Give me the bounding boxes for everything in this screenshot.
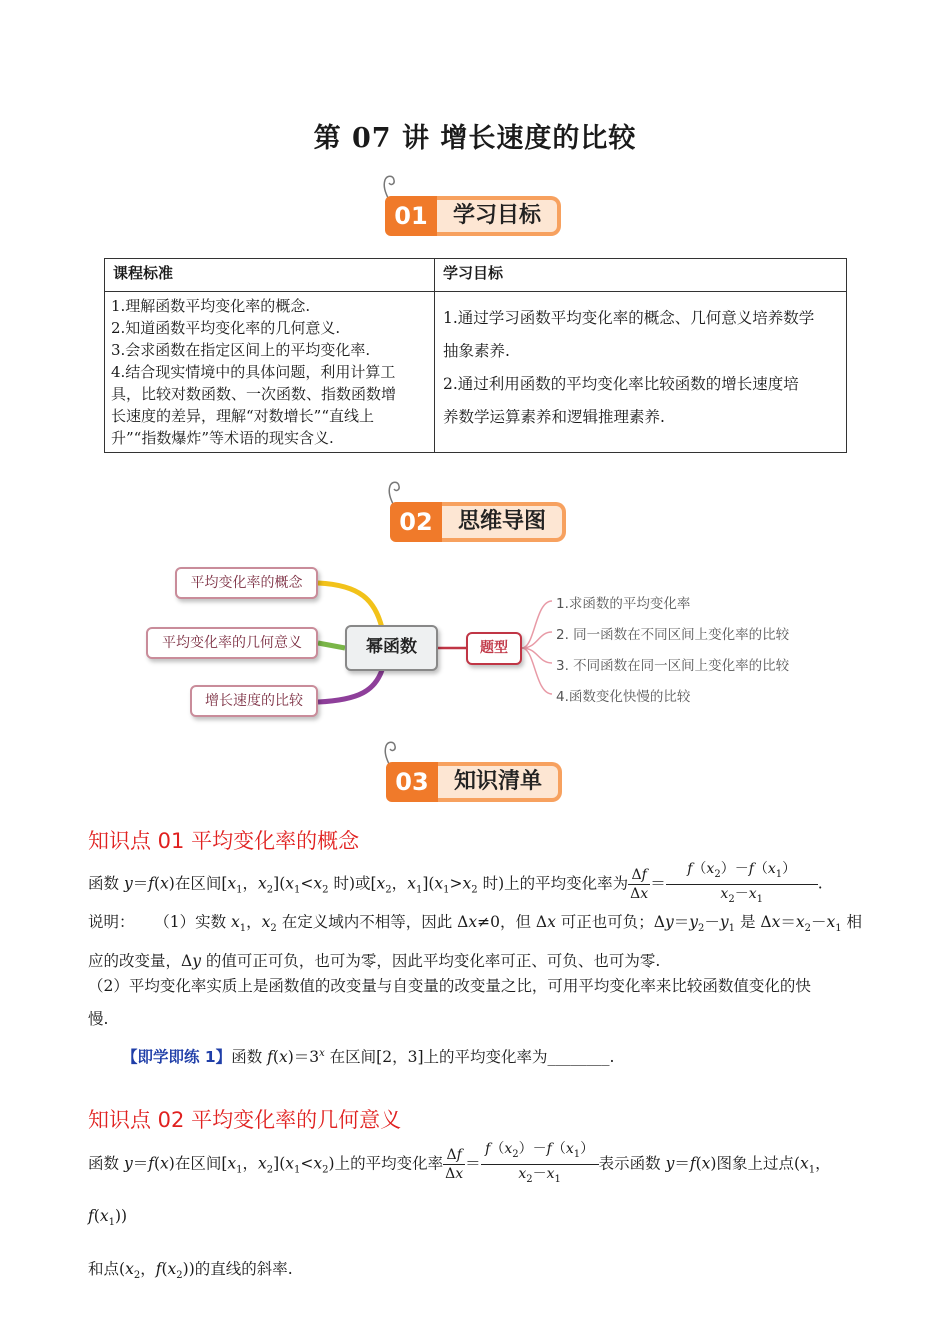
section-number: 02 [390,502,442,542]
standard-line: 具，比较对数函数、一次函数、指数函数增 [111,385,397,403]
branch-line-green [318,643,345,648]
standard-line: 1.理解函数平均变化率的概念. [111,297,311,315]
standard-line: 2.知道函数平均变化率的几何意义. [111,319,341,337]
kp1-note1: 说明： （1）实数 $x_1$，$x_2$ 在定义域内不相等，因此 Δx≠0，但 Δx 可正也可负；$\Delta y=y_2-y_1$ 是 $\Delta x=x_2-x_1$ 相应的改变量，Δy 的值可正可负，也可为零，因此平均变化率可正、可负、也可为零. [88,913,863,971]
section-number: 01 [385,196,437,236]
page-title: 第 07 讲 增长速度的比较 [313,123,637,154]
goal-line: 2.通过利用函数的平均变化率比较函数的增长速度培 [443,375,799,393]
mindmap-type-item: 2. 同一函数在不同区间上变化率的比较 [556,627,790,643]
section-number: 03 [386,762,438,802]
table-header-goals: 学习目标 [435,259,847,292]
delta-fraction: $\frac{\Delta f}{\Delta x}$ [630,866,649,902]
practice-1: 【即学即练 1】函数 $f(x)=3^x$ 在区间[2，3]上的平均变化率为________. [122,1048,615,1067]
goal-line: 抽象素养. [443,342,510,360]
mindmap-leaf-geometry: 平均变化率的几何意义 [146,627,318,659]
section-badge-knowledge-list [386,758,566,802]
mindmap-leaf-concept: 平均变化率的概念 [175,567,318,599]
kp2-definition: 函数 y＝f(x)在区间[$x_1$，$x_2](x_1<x_2)$上的平均变化率 $\frac{\Delta f}{\Delta x}$ ＝ $\frac{f(x_2)-f(x_1)}{x_2-x_1}$ 表示函数 y＝f(x)图象上过点($x_1$，$f(x_1)$) 和点($x_2$，$f(x_2)$)的直线的斜率. [88,1141,831,1282]
kp1-note2 [88,970,866,1036]
section-label: 知识清单 [438,762,562,802]
mindmap-type-item: 4.函数变化快慢的比较 [556,689,691,705]
note-label: 说明： [88,913,135,931]
kp1-heading: 知识点 01 平均变化率的概念 [88,829,360,853]
mindmap-type: 题型 [466,632,522,665]
goal-line: 养数学运算素养和逻辑推理素养. [443,408,665,426]
practice-tag: 【即学即练 1】 [122,1048,232,1067]
table-header-standard: 课程标准 [105,259,435,292]
kp1-definition: 函数 y＝f(x)在区间[$x_1$，$x_2](x_1<x_2$ 时)或[$x_2$，$x_1](x_1>x_2$ 时)上的平均变化率为 $\frac{\Delta f}{\Delta x}$ ＝ $\frac{f(x_2)-f(x_1)}{x_2-x_1}$ . [88,860,866,909]
kp2-heading: 知识点 02 平均变化率的几何意义 [88,1108,402,1132]
standard-line: 3.会求函数在指定区间上的平均变化率. [111,341,371,359]
delta-fraction: $\frac{\Delta f}{\Delta x}$ [445,1146,464,1182]
branch-line-yellow [318,583,382,628]
mindmap-leaf-growth: 增长速度的比较 [190,685,318,717]
branch-line-purple [318,670,382,702]
standard-line: 4.结合现实情境中的具体问题，利用计算工 [111,363,396,381]
standard-line: 升”“指数爆炸”等术语的现实含义. [111,429,334,447]
answer-blank[interactable]: ________. [547,1048,615,1067]
difference-quotient: $\frac{f(x_2)-f(x_1)}{x_2-x_1}$ [481,1140,599,1189]
difference-quotient: $\frac{f(x_2)-f(x_1)}{x_2-x_1}$ [666,860,818,909]
mindmap-center: 幂函数 [345,625,438,671]
section-label: 思维导图 [442,502,566,542]
note2-line: （2）平均变化率实质上是函数值的改变量与自变量的改变量之比，可用平均变化率来比较函数值变化的快 [88,977,811,995]
mindmap-type-item: 3. 不同函数在同一区间上变化率的比较 [556,658,790,674]
section-label: 学习目标 [437,196,561,236]
goal-line: 1.通过学习函数平均变化率的概念、几何意义培养数学 [443,309,815,327]
mindmap-type-item: 1.求函数的平均变化率 [556,596,691,612]
standard-line: 长速度的差异，理解“对数增长”“直线上 [111,407,375,425]
note2-line: 慢. [88,1010,109,1028]
